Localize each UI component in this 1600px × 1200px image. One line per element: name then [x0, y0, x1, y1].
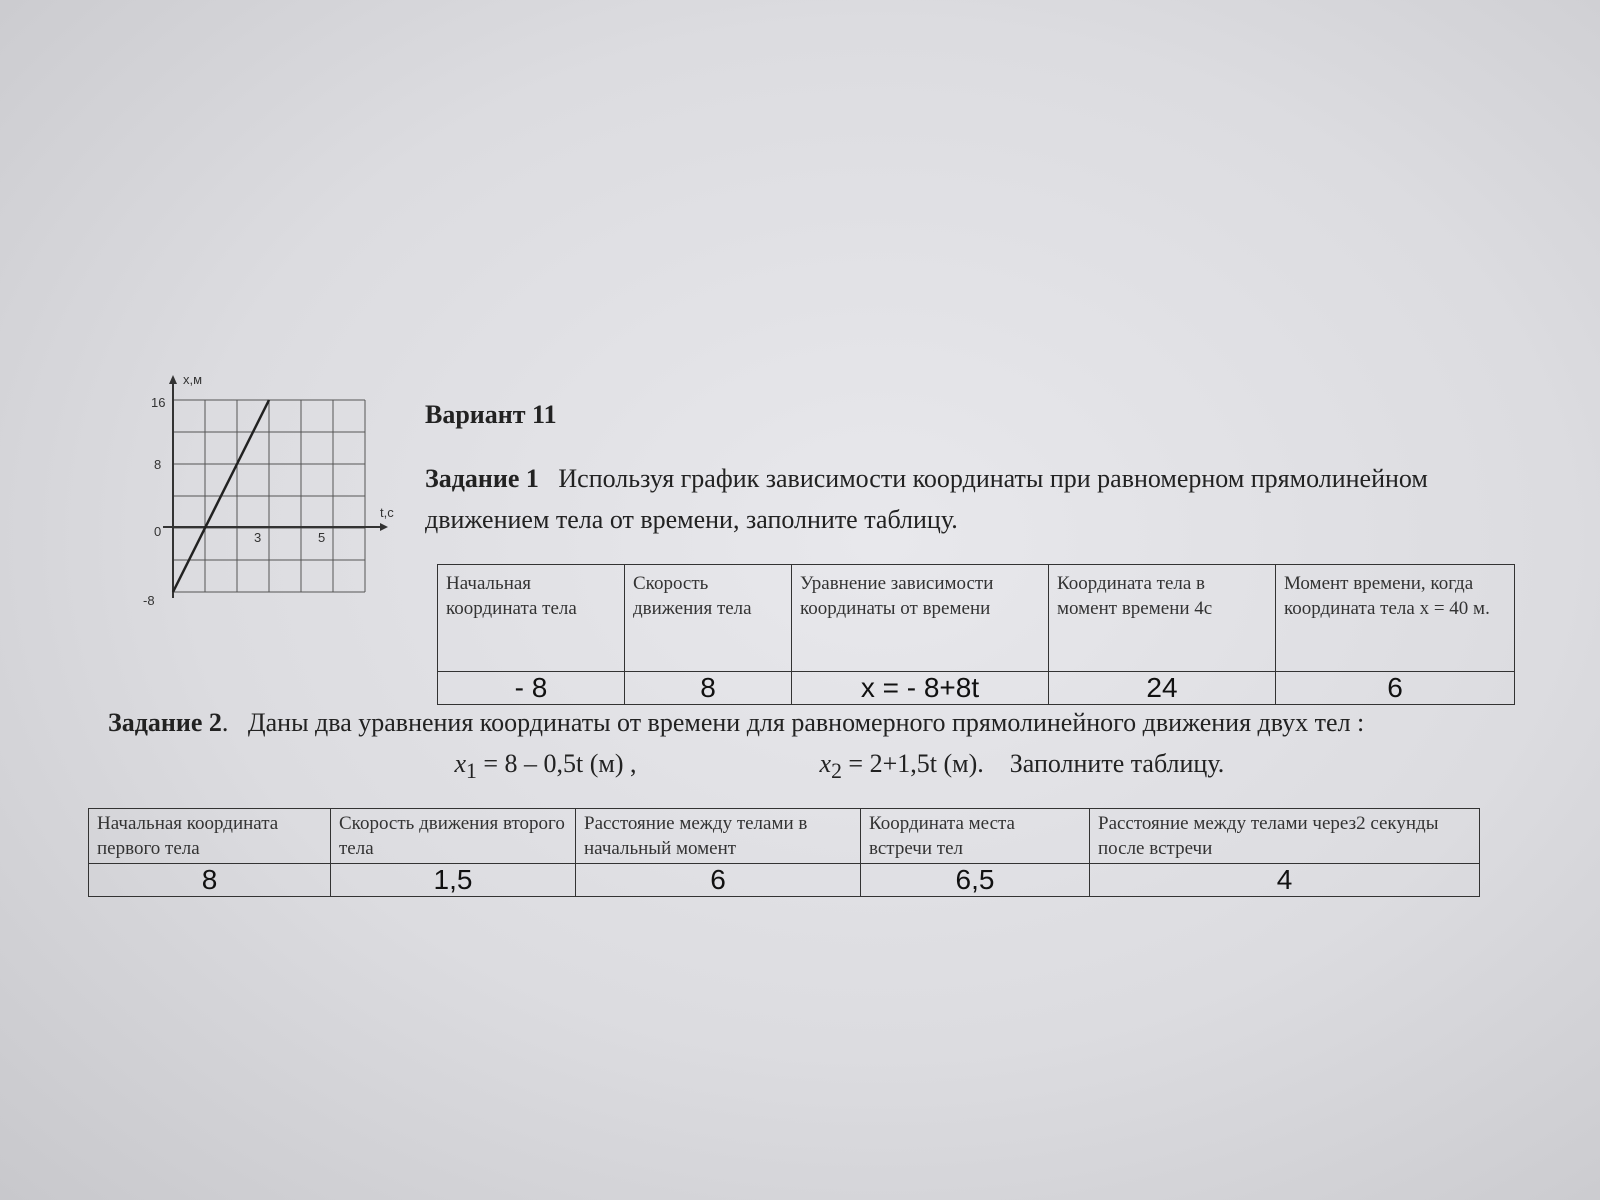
t1-header-equation: Уравнение зависимости координаты от времени — [792, 565, 1049, 672]
t2-header-initial-coordinate: Начальная координата первого тела — [89, 809, 331, 864]
task2-label: Задание 2 — [108, 708, 222, 737]
t1-header-time-at-40m: Момент времени, когда координата тела x = 40 м. — [1276, 565, 1515, 672]
t2-header-distance-after-2s: Расстояние между телами через2 секунды после встречи — [1090, 809, 1480, 864]
t1-answer-time-at-40m: 6 — [1276, 672, 1515, 705]
t1-answer-initial-coordinate: - 8 — [438, 672, 625, 705]
variant-title: Вариант 11 — [425, 400, 557, 429]
t1-answer-equation: x = - 8+8t — [792, 672, 1049, 705]
task2-table — [88, 808, 1480, 897]
t2-answer-initial-coordinate: 8 — [89, 864, 331, 897]
task2-text: Задание 2. Даны два уравнения координаты от времени для равномерного прямолинейного движения двух тел : $x_1 = 8 - 0,5t$ (м) , $x_2 = 2+1,5t$ (м). Заполните таблицу. — [108, 708, 1365, 784]
x-axis-arrow — [169, 375, 177, 384]
coordinate-time-graph — [135, 370, 405, 620]
task1-text — [425, 458, 1525, 540]
t1-answer-coord-at-4s: 24 — [1049, 672, 1276, 705]
t1-header-initial-coordinate: Начальная координата тела — [438, 565, 625, 672]
t2-header-velocity-second: Скорость движения второго тела — [331, 809, 576, 864]
equation-2: $x_2 = 2+1,5t$ (м). — [819, 749, 984, 784]
t1-answer-velocity: 8 — [625, 672, 792, 705]
t-axis-arrow — [380, 523, 388, 531]
t2-answer-meeting-coordinate: 6,5 — [861, 864, 1090, 897]
task2-description: Даны два уравнения координаты от времени для равномерного прямолинейного движения двух тел : — [247, 708, 1365, 737]
y-axis-label: x,м — [183, 372, 203, 387]
t1-header-velocity: Скорость движения тела — [625, 565, 792, 672]
y-tick-0: 0 — [154, 524, 162, 539]
x-tick-3: 3 — [254, 530, 262, 545]
task1-description: Используя график зависимости координаты при равномерном прямолинейном движением тела от времени, заполните таблицу. — [425, 464, 1428, 534]
t2-answer-initial-distance: 6 — [576, 864, 861, 897]
graph-grid — [173, 400, 365, 592]
task1-label: Задание 1 — [425, 464, 539, 493]
t2-header-meeting-coordinate: Координата места встречи тел — [861, 809, 1090, 864]
x-axis-label: t,c — [380, 505, 394, 520]
equation-1: $x_1 = 8 - 0,5t$ (м) , — [454, 749, 637, 784]
task2-tail: Заполните таблицу. — [1009, 749, 1225, 778]
t2-header-initial-distance: Расстояние между телами в начальный момент — [576, 809, 861, 864]
y-tick-16: 16 — [151, 395, 166, 410]
t1-header-coord-at-4s: Координата тела в момент времени 4с — [1049, 565, 1276, 672]
task1-table — [437, 564, 1515, 705]
y-tick-minus-8: -8 — [143, 593, 155, 608]
x-tick-5: 5 — [318, 530, 326, 545]
y-tick-8: 8 — [154, 457, 162, 472]
t2-answer-distance-after-2s: 4 — [1090, 864, 1480, 897]
t2-answer-velocity-second: 1,5 — [331, 864, 576, 897]
